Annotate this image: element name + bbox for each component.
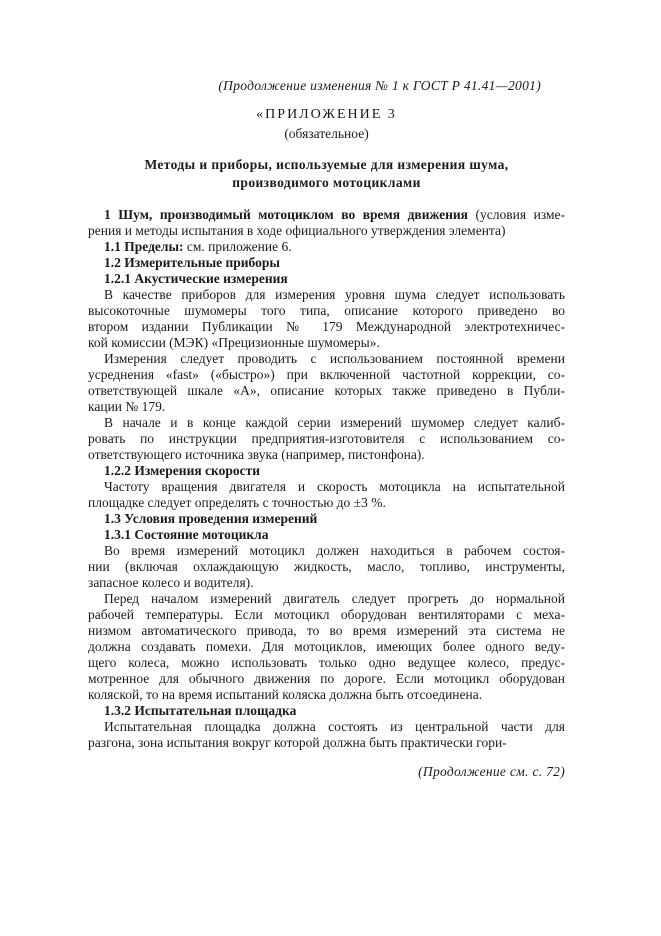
paragraph (88, 719, 565, 751)
text-run: кации № 179. (88, 399, 166, 414)
text-line (88, 607, 565, 623)
text-line (88, 415, 565, 431)
text-run: Частоту вращения двигателя и скорость мотоцикла на испытательной (104, 479, 565, 494)
text-run: рабочей температуры. Если мотоцикл оборудован вентиляторами с меха- (88, 607, 565, 622)
text-run: мотренное для обычного движения по дороге. Если мотоцикл оборудован (88, 671, 565, 686)
bold-text-run: 1 Шум, производимый мотоциклом во время движения (104, 207, 468, 222)
text-run: усреднения «fast» («быстро») при включенной частотной коррекции, со- (88, 367, 565, 382)
text-line (88, 495, 565, 511)
document-title (88, 156, 565, 191)
text-run: кой комиссии (МЭК) «Прецизионные шумомеры». (88, 335, 380, 350)
text-run: ответствующей шкале «А», описание которых также приведено в Публи- (88, 383, 565, 398)
text-run: см. приложение 6. (183, 239, 292, 254)
text-line (88, 575, 565, 591)
text-line (88, 655, 565, 671)
text-run: рения и методы испытания в ходе официального утверждения элемента) (88, 223, 506, 238)
text-line (88, 287, 565, 303)
text-line (88, 255, 565, 271)
text-line (88, 671, 565, 687)
text-run: коляской, то на время испытаний коляска должна быть отсоединена. (88, 687, 483, 702)
bold-text-run: 1.2 Измерительные приборы (104, 255, 280, 270)
appendix-heading: «ПРИЛОЖЕНИЕ 3 (256, 107, 397, 122)
text-line (88, 431, 565, 447)
text-line (88, 703, 565, 719)
document-title-line-1: Методы и приборы, используемые для измерения шума, (144, 157, 509, 172)
text-line (88, 239, 565, 255)
text-line (88, 735, 565, 751)
document-title-line-2: производимого мотоциклами (232, 174, 421, 190)
text-run: В начале и в конце каждой серии измерений шумомер следует калиб- (104, 415, 565, 430)
text-line (88, 335, 565, 351)
text-run: Перед началом измерений двигатель следует прогреть до нормальной (104, 591, 565, 606)
text-line (88, 511, 565, 527)
text-run: площадке следует определять с точностью до ±3 %. (88, 495, 386, 510)
text-run: ровать по инструкции предприятия-изготовителя с использованием со- (88, 431, 565, 446)
text-line (88, 447, 565, 463)
text-line (88, 383, 565, 399)
text-line (88, 719, 565, 735)
text-line (88, 271, 565, 287)
section-heading (88, 527, 565, 543)
paragraph (88, 287, 565, 351)
paragraph (88, 479, 565, 511)
bold-text-run: 1.1 Пределы: (104, 239, 184, 254)
paragraph (88, 207, 565, 239)
text-run: В качестве приборов для измерения уровня шума следует использовать (104, 287, 565, 302)
text-line (88, 223, 565, 239)
text-line (88, 639, 565, 655)
section-heading (88, 511, 565, 527)
text-line (88, 463, 565, 479)
text-line (88, 623, 565, 639)
section-heading (88, 255, 565, 271)
bold-text-run: 1.3.2 Испытательная площадка (104, 703, 297, 718)
document-body (88, 207, 565, 751)
bold-text-run: 1.2.1 Акустические измерения (104, 271, 288, 286)
paragraph (88, 351, 565, 415)
paragraph (88, 591, 565, 703)
text-line (88, 479, 565, 495)
continuation-header-note: (Продолжение изменения № 1 к ГОСТ Р 41.41—2001) (218, 78, 541, 93)
section-heading (88, 703, 565, 719)
text-run: втором издании Публикации № 179 Международной электротехничес- (88, 319, 565, 334)
section-heading (88, 463, 565, 479)
text-run: Испытательная площадка должна состоять из центральной части для (104, 719, 565, 734)
paragraph (88, 415, 565, 463)
section-heading (88, 271, 565, 287)
text-run: ответствующего источника звука (например, пистонфона). (88, 447, 425, 462)
text-run: (условия изме- (467, 207, 565, 222)
text-run: Во время измерений мотоцикл должен находиться в рабочем состоя- (104, 543, 565, 558)
text-run: Измерения следует проводить с использованием постоянной времени (104, 351, 565, 366)
paragraph (88, 543, 565, 591)
text-line (88, 591, 565, 607)
text-line (88, 559, 565, 575)
text-line (88, 207, 565, 223)
appendix-type-label: (обязательное) (284, 126, 369, 141)
text-line (88, 367, 565, 383)
page-content (88, 78, 565, 780)
text-run: должна создавать помехи. Для мотоциклов, имеющих более одного веду- (88, 639, 565, 654)
text-run: щего колеса, можно использовать только одно ведущее колесо, предус- (88, 655, 565, 670)
continuation-footer-note: (Продолжение см. с. 72) (418, 764, 565, 779)
text-line (88, 303, 565, 319)
text-run: низмом автоматического привода, то во время измерений эта система не (88, 623, 565, 638)
text-line (88, 319, 565, 335)
text-line (88, 543, 565, 559)
text-run: высокоточные шумомеры того типа, описание которого приведено во (88, 303, 565, 318)
bold-text-run: 1.3.1 Состояние мотоцикла (104, 527, 269, 542)
text-run: разгона, зона испытания вокруг которой должна быть практически гори- (88, 735, 507, 750)
text-run: нии (включая охлаждающую жидкость, масло, топливо, инструменты, (88, 559, 565, 574)
text-line (88, 351, 565, 367)
bold-text-run: 1.3 Условия проведения измерений (104, 511, 318, 526)
text-line (88, 527, 565, 543)
section-heading (88, 239, 565, 255)
text-run: запасное колесо и водителя). (88, 575, 254, 590)
text-line (88, 399, 565, 415)
bold-text-run: 1.2.2 Измерения скорости (104, 463, 261, 478)
text-line (88, 687, 565, 703)
